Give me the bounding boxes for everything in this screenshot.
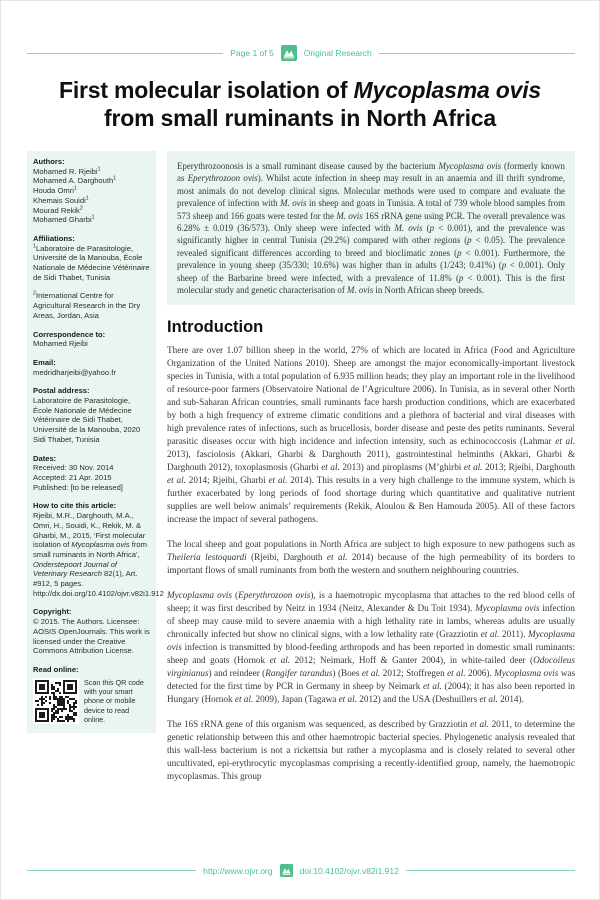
- page-footer: [27, 864, 575, 877]
- citation-section: [33, 501, 164, 598]
- page-header: [27, 45, 575, 61]
- author-name: Mohamed R. Rjeibi$^1$: [33, 166, 101, 176]
- aosis-logo-icon: [280, 864, 293, 877]
- article-body: [167, 151, 575, 795]
- author-name: Khemais Souidi$^1$: [33, 195, 89, 205]
- page-number-label: Page 1 of 5: [230, 48, 274, 58]
- aosis-logo-icon: [281, 45, 297, 61]
- footer-rule-left: [27, 870, 196, 871]
- email-address-link[interactable]: medridharjeibi@yahoo.fr: [33, 367, 116, 377]
- abstract-box: [167, 151, 575, 305]
- date-accepted: Accepted: 21 Apr. 2015: [33, 472, 112, 482]
- dates-section: [33, 454, 150, 493]
- qr-caption-text: Scan this QR code with your smart phone or mobile device to read online.: [84, 677, 144, 725]
- intro-paragraph-4: The 16S rRNA gene of this organism was sequenced, as described by Grazziotin et al. 2011, to determine the genetic relationship between this and other haemotropic bacterial species. Phylogenetic analysis revealed that this wall-less bacterium is not a rickettsia but rather a mycoplasma and is closely related to several other uncultivated, epi-erythrocytic mycoplasmas comprising a recently-identified group, namely, the haemotropic mycoplasmas. This group: [167, 719, 576, 782]
- affiliations-heading: Affiliations:: [33, 233, 75, 243]
- intro-paragraph-1: There are over 1.07 billion sheep in the world, 27% of which are located in Africa (Food and Agriculture Organization of the United Nations 2010). Sheep are amongst the major economically-important livestock species in Tunisia, with a total population of 6.935 million heads; they play an important role in the livelihood of resource-poor farmers (Observatoire National de l’Agriculture 2006). In Tunisia, as in several other North and sub-Saharan African countries, small ruminants face harsh production conditions, which are exacerbated by both a high frequency of extreme climatic conditions and a plethora of bacterial and viral diseases with high prevalence rates of infections, such as brucellosis, border disease and peste des petits ruminants. Several parasitic diseases occur with high incidence and infection intensity, such as echinococcosis (Lahmar et al. 2013), fasciolosis (Akkari, Gharbi & Darghouth 2011), gastrointestinal helminths (Akkari, Gharbi & Darghouth 2012), toxoplasmosis (Gharbi et al. 2013) and piroplasms (M’ghirbi et al. 2013; Rjeibi, Darghouth et al. 2014; Rjeibi, Gharbi et al. 2014). This results in a very high challenge to the immune system, which is further exacerbated by long periods of food shortage during which quantitative and qualitative nutrient supplies are well below animals’ requirements (Rekik, Aloulou & Ben Hamouda 2005). All of these factors increase the impact of several pathogens.: [167, 345, 576, 525]
- header-rule-right: [379, 53, 575, 54]
- affiliation: $^2$International Centre for Agricultural Research in the Dry Areas, Jordan, Asia: [33, 290, 141, 320]
- copyright-section: [33, 607, 150, 656]
- citation-text: Rjeibi, M.R., Darghouth, M.A., Omri, H., Souidi, K., Rekik, M. & Gharbi, M., 2015, ‘First molecular isolation of Mycoplasma ovis from small ruminants in North Africa’, Onderstepoort Journal of Veterinary Research 82(1), Art. #912, 5 pages. http://dx.doi.org/10.4102/ojvr.v82i1.912: [33, 511, 164, 598]
- article-category-label: Original Research: [303, 48, 372, 58]
- author-name: Mourad Rekik$^2$: [33, 204, 83, 215]
- abstract-text: Eperythrozoonosis is a small ruminant disease caused by the bacterium Mycoplasma ovis (formerly known as Eperythrozoon ovis). Whilst acute infection in sheep may result in an anaemia and ill thrift syndrome, most animals do not develop clinical signs. Molecular methods were used to compare and evaluate the prevalence of infection with M. ovis in sheep and goats in Tunisia. A total of 739 whole blood samples from 573 sheep and 166 goats were tested for the M. ovis 16S rRNA gene using PCR. The overall prevalence was 6.28% ± 0.019 (36/573). Only sheep were infected with M. ovis (p < 0.001), and the prevalence was significantly higher in central Tunisia (29.2%) compared with other regions (p < 0.05). The prevalence revealed significant differences according to breed and bioclimatic zones (p < 0.001). Furthermore, the prevalence in young sheep (35/330; 10.6%) was higher than in adults (1/243; 0.41%) (p < 0.001). Only sheep of the Barbarine breed were infected, with a prevalence of 11.8% (p < 0.001). This is the first molecular study and genetic characterisation of M. ovis in North African sheep breeds.: [177, 161, 566, 296]
- qr-code: [33, 678, 79, 724]
- intro-paragraph-3: Mycoplasma ovis (Eperythrozoon ovis), is a haemotropic mycoplasma that attaches to the red blood cells of sheep; it was first described by Neitz in 1934 (Neitz, Alexander & Du Toit 1934). Mycoplasma ovis infection of sheep may cause mild to severe anaemia with a high lethality rate in lambs, whereas adults are usually chronically infected but show no clinical signs, with a low lethality rate (Grazziotin et al. 2011). Mycoplasma ovis infection is transmitted by blood-feeding arthropods and has been reported in domestic small ruminants: sheep and goats (Hornok et al. 2012; Neimark, Hoff & Ganter 2004), in white-tailed deer (Odocoileus virginianus) and reindeer (Rangifer tarandus) (Boes et al. 2012; Stoffregen et al. 2006). Mycoplasma ovis was detected for the first time by PCR in Germany in sheep by Neimark et al. (2004); it has also been reported in Hungary (Hornok et al. 2009), Japan (Tagawa et al. 2012) and the USA (Deshuillers et al. 2014).: [167, 590, 576, 705]
- journal-url-link[interactable]: http://www.ojvr.org: [203, 865, 273, 876]
- header-rule-left: [27, 53, 223, 54]
- read-online-section: [33, 665, 150, 725]
- doi-label: doi:10.4102/ojvr.v82i1.912: [299, 865, 399, 876]
- affiliation: $^1$Laboratoire de Parasitologie, Université de la Manouba, École Nationale de Médecine Vétérinaire de Sidi Thabet, Tunisia: [33, 243, 150, 282]
- correspondence-heading: Correspondence to:: [33, 329, 106, 339]
- copyright-heading: Copyright:: [33, 607, 72, 617]
- postal-address-section: [33, 386, 150, 444]
- correspondence-section: [33, 330, 150, 349]
- article-title: First molecular isolation of Mycoplasma ovis from small ruminants in North Africa: [58, 77, 541, 131]
- authors-section: [33, 157, 150, 225]
- author-name: Houda Omri$^1$: [33, 185, 77, 196]
- date-published: Published: [to be released]: [33, 482, 123, 492]
- author-name: Mohamed Gharbi$^1$: [33, 214, 95, 225]
- read-online-heading: Read online:: [33, 664, 79, 674]
- email-section: [33, 358, 150, 377]
- affiliations-section: [33, 234, 150, 321]
- date-received: Received: 30 Nov. 2014: [33, 463, 114, 473]
- metadata-sidebar: [27, 151, 164, 733]
- correspondence-name: Mohamed Rjeibi: [33, 339, 88, 349]
- authors-heading: Authors:: [33, 157, 65, 166]
- content-columns: [27, 151, 575, 795]
- intro-paragraph-2: The local sheep and goat populations in North Africa are subject to high exposure to new pathogens such as Theileria lestoquardi (Rjeibi, Darghouth et al. 2014) because of the high permeability of its borders to important flows of small ruminants from both the western and southern neighbouring countries.: [167, 539, 575, 576]
- introduction-heading: Introduction: [167, 318, 264, 337]
- email-heading: Email:: [33, 357, 56, 367]
- footer-rule-right: [406, 870, 575, 871]
- postal-address-heading: Postal address:: [33, 386, 90, 396]
- citation-heading: How to cite this article:: [33, 501, 117, 511]
- copyright-text: © 2015. The Authors. Licensee: AOSIS OpenJournals. This work is licensed under the Creative Commons Attribution License.: [33, 617, 150, 656]
- postal-address-text: Laboratoire de Parasitologie, École Nationale de Médecine Vétérinaire de Sidi Thabet, Université de la Manouba, 2020 Sidi Thabet, Tunisia: [33, 396, 141, 444]
- dates-heading: Dates:: [33, 453, 57, 463]
- author-name: Mohamed A. Darghouth$^1$: [33, 175, 117, 186]
